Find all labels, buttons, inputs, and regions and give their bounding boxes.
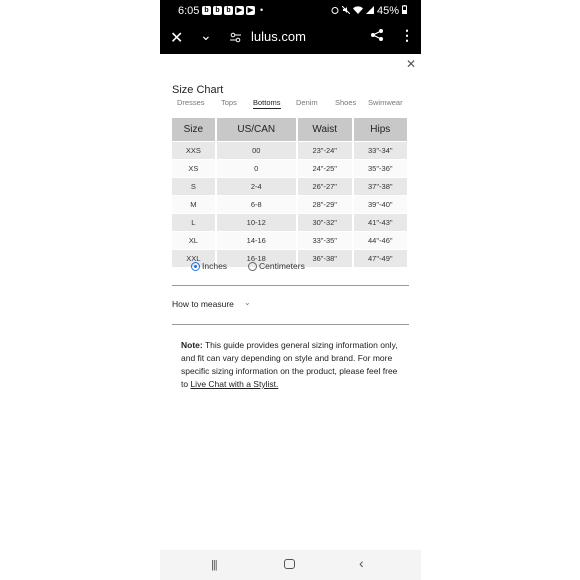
header-waist: Waist [297, 118, 353, 142]
radio-button-selected[interactable] [191, 262, 200, 271]
note-text: This guide provides general sizing information only, and fit can vary depending on style and brand. For more specific sizing information on the product, please feel free to [181, 340, 398, 389]
phone-screen [160, 0, 421, 580]
mute-icon [342, 5, 350, 17]
more-options-icon[interactable]: ⋮ [400, 27, 414, 43]
divider [172, 324, 409, 325]
close-icon[interactable]: ✕ [406, 57, 417, 71]
battery-percent: 45% [376, 5, 399, 17]
status-time: 6:05 [178, 5, 200, 17]
sizing-note [181, 339, 405, 391]
chevron-down-icon[interactable]: ⌄ [244, 298, 251, 307]
inches-radio[interactable] [191, 261, 227, 271]
header-us-can: US/CAN [216, 118, 297, 142]
notification-app-icon: b [213, 6, 222, 15]
notification-icons [202, 6, 263, 15]
table-row [172, 214, 408, 232]
live-chat-link[interactable]: Live Chat with a Stylist. [190, 379, 279, 389]
cell-waist: 28"-29" [297, 196, 353, 214]
table-header-row [172, 118, 408, 142]
cell-size: S [172, 178, 216, 196]
tab-tops[interactable]: Tops [221, 98, 237, 107]
status-bar [160, 0, 421, 22]
notification-app-icon: b [202, 6, 211, 15]
cell-us-can: 2-4 [216, 178, 297, 196]
size-chart-title: Size Chart [172, 84, 224, 96]
signal-icon [366, 5, 374, 17]
cell-hips: 33"-34" [353, 142, 408, 160]
table-row [172, 178, 408, 196]
header-size: Size [172, 118, 216, 142]
cell-us-can: 16-18 [216, 250, 297, 268]
recent-apps-icon[interactable]: ||| [211, 559, 217, 571]
note-label: Note: [181, 340, 203, 350]
tab-denim[interactable]: Denim [296, 98, 318, 107]
cell-waist: 36"-38" [297, 250, 353, 268]
tab-shoes[interactable]: Shoes [335, 98, 357, 107]
cell-us-can: 0 [216, 160, 297, 178]
tab-bottoms[interactable]: Bottoms [253, 98, 281, 107]
cell-waist: 23"-24" [297, 142, 353, 160]
system-nav-bar [160, 550, 421, 580]
status-right [331, 5, 407, 17]
notification-app-icon: b [224, 6, 233, 15]
alarm-icon [331, 5, 339, 17]
table-row [172, 142, 408, 160]
cell-us-can: 14-16 [216, 232, 297, 250]
cell-size: XS [172, 160, 216, 178]
header-hips: Hips [353, 118, 408, 142]
cell-waist: 30"-32" [297, 214, 353, 232]
cell-hips: 37"-38" [353, 178, 408, 196]
browser-toolbar [160, 22, 421, 54]
cell-size: XXS [172, 142, 216, 160]
battery-icon [402, 5, 407, 17]
table-row [172, 196, 408, 214]
youtube-icon: ▶ [247, 7, 254, 14]
site-settings-icon[interactable] [230, 30, 241, 48]
cell-size: L [172, 214, 216, 232]
cell-us-can: 6-8 [216, 196, 297, 214]
divider [172, 285, 409, 286]
radio-button[interactable] [248, 262, 257, 271]
close-tab-icon[interactable]: ✕ [170, 30, 184, 47]
cell-hips: 39"-40" [353, 196, 408, 214]
cell-waist: 33"-35" [297, 232, 353, 250]
cell-us-can: 00 [216, 142, 297, 160]
cell-hips: 47"-49" [353, 250, 408, 268]
more-notifications-dot: • [260, 5, 264, 15]
size-table [172, 118, 409, 267]
table-row [172, 160, 408, 178]
tab-dresses[interactable]: Dresses [177, 98, 205, 107]
cell-size: XL [172, 232, 216, 250]
chevron-down-icon[interactable]: ⌄ [200, 27, 212, 43]
share-icon[interactable] [370, 28, 384, 47]
table-row [172, 232, 408, 250]
youtube-icon: ▶ [236, 7, 243, 14]
cell-us-can: 10-12 [216, 214, 297, 232]
cell-hips: 44"-46" [353, 232, 408, 250]
centimeters-radio[interactable] [248, 261, 305, 271]
url-text[interactable]: lulus.com [251, 29, 306, 44]
cell-size: M [172, 196, 216, 214]
home-icon[interactable] [284, 559, 295, 569]
centimeters-label: Centimeters [259, 261, 305, 271]
wifi-icon [353, 5, 363, 17]
cell-waist: 24"-25" [297, 160, 353, 178]
how-to-measure-toggle[interactable]: How to measure [172, 299, 234, 309]
cell-hips: 41"-43" [353, 214, 408, 232]
cell-waist: 26"-27" [297, 178, 353, 196]
cell-hips: 35"-36" [353, 160, 408, 178]
tab-swimwear[interactable]: Swimwear [368, 98, 403, 107]
inches-label: Inches [202, 261, 228, 271]
back-icon[interactable]: ‹ [359, 555, 364, 571]
cell-size: XXL [172, 250, 216, 268]
